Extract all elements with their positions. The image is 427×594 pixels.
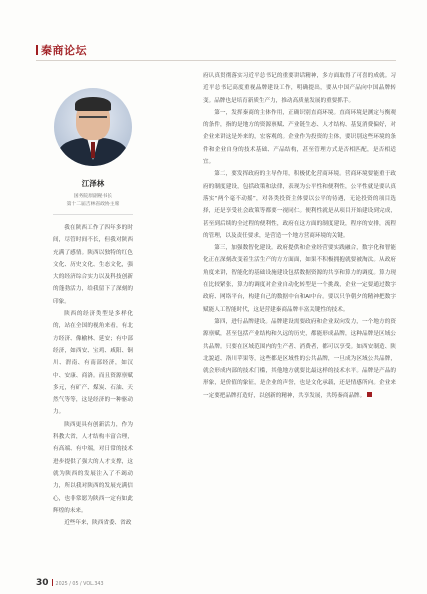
left-divider [53, 214, 133, 215]
left-column [53, 222, 133, 529]
right-paragraph-3: 第二，要发挥政府的主导作用，积极优化营商环境。营商环境要能重于政府的制度建设，包括政策和法律，表现为公平性和便利性，公平性就是要认真落实“两个毫不动摇”，对各类投资主体要以公平的待遇，无论投资的项目选择，还是享受社会政策等都要一视同仁。便利性就是从项目开始建设到完成，甚至到后续的全过程的便利性，政府在这方面的制度建设，程序的安排，流程的管理，以及责任要求，是营造一个地方营商环境的关键。 [203, 171, 396, 239]
right-paragraph-1: 府认真贯彻落实习近平总书记的重要讲话精神，多方面取得了可喜的成就。习近平总书记高度重视品牌建设工作，明确提出，要从中国产品向中国品牌转变。品牌也是培育新质生产力，推动高质量发展的重要抓手。 [203, 73, 396, 104]
author-title-2: 第十二届吉林省政协主席 [66, 202, 120, 207]
header-rule [36, 60, 396, 61]
author-name: 江泽林 [81, 179, 105, 188]
page-footer [36, 578, 104, 588]
right-column [203, 70, 396, 402]
portrait-tie [91, 142, 95, 158]
right-paragraph-2: 第一，发挥秦商的主体作用，正确识别直商环境。直商环境是测定与衡观的条件，指的是地方的资源禀赋、产业链生态、人才结构、基复消费偏好，对企业来讲这是外来的，宏客观的。企业作为投资的主体，要识别这些环境的条件和企业自身的技术基础、产品结构，甚至管理方式是否相匹配，是否相适宜。 [203, 109, 396, 166]
section-title [36, 42, 87, 58]
author-portrait [54, 88, 132, 166]
right-paragraph-4: 第三，加强数智化建设。政府提供和企业经营要实践融合，数字化和智能化正在深刻改变着生活生产的方方面面，如果不积极拥抱就要被淘汰。从政府角度来讲，智能化的基础设施建设包括数据资源的共享和算力的调度。算力现在比较紧张，算力的调度对企业自动化转型是一个挑战，企业一定要通过数字政府、网络平台，构建自己的数据中台和AI中台。要以只争朝夕的精神把数字赋能人工智能时代，这是营建秦商品牌丰富关键性的技术。 [203, 245, 396, 313]
section-title-text: 秦商论坛 [41, 44, 87, 57]
left-paragraph-1: 我在陕西工作了四年多的时间，尽管时间不长，但我对陕西充满了感情。陕西以独特的红色文化、历史文化、生态文化，强大的经济综合实力以及科技创新的蓬勃活力，给我留下了深刻的印象。 [53, 225, 133, 305]
page-number: 30 [36, 578, 49, 588]
end-mark-icon [367, 392, 372, 397]
right-paragraph-5 [203, 316, 396, 402]
author-title-1: 国务院原副秘书长 [73, 194, 113, 199]
section-bar [36, 45, 38, 55]
left-paragraph-3: 陕西更具有创新活力，作为科教大省，人才结构丰富合理，有高端、有中端，对日常的技术进步提供了强大的人才支撑，这就为陕西的发展注入了不竭动力，所以我对陕西的发展充满信心，也非常愿为陕西一定有如此辉煌的未来。 [53, 421, 133, 514]
portrait-hair [75, 97, 111, 111]
portrait-glasses [79, 116, 107, 124]
right-paragraph-5-text: 第四，进行品牌建设。品牌建设需要政府和企业双向发力，一个地方的资源禀赋，甚至包括产业结构和久远的历史，都能形成品牌，这种品牌是区域公共品牌。只要在区域范围内的生产者、消费者，都可以享受。如西安制造、陕北貌道、洛川苹果等，这些都是区域性的公共品牌，一旦成为区域公共品牌，就会形成内部的技术门槛，其他地方就要比最这样的技术水平。品牌是产品的形象，是价值的象征，是企业的声誉，也是文化承载，还是情感所向。企业来一定要把品牌打造好，以创新的精神，共享发展，共铸秦商品牌。 [203, 318, 396, 399]
footer-bar [52, 579, 53, 586]
left-paragraph-4: 近些年来，陕西省委、省政 [64, 520, 132, 527]
issue-info: 2025 / 05 / VOL.343 [55, 582, 104, 587]
left-paragraph-2: 陕西的经济类型是多样化的，站在全国的视角来看，有北方经济、像榆林、延安；有中部经济，如西安、宝鸡、咸阳、铜川、渭南、有南部经济，如汉中、安康、商洛。而且资源禀赋多元，有矿产、煤炭、石油、天然气等等，这是经济的一种驱动力。 [53, 311, 133, 416]
